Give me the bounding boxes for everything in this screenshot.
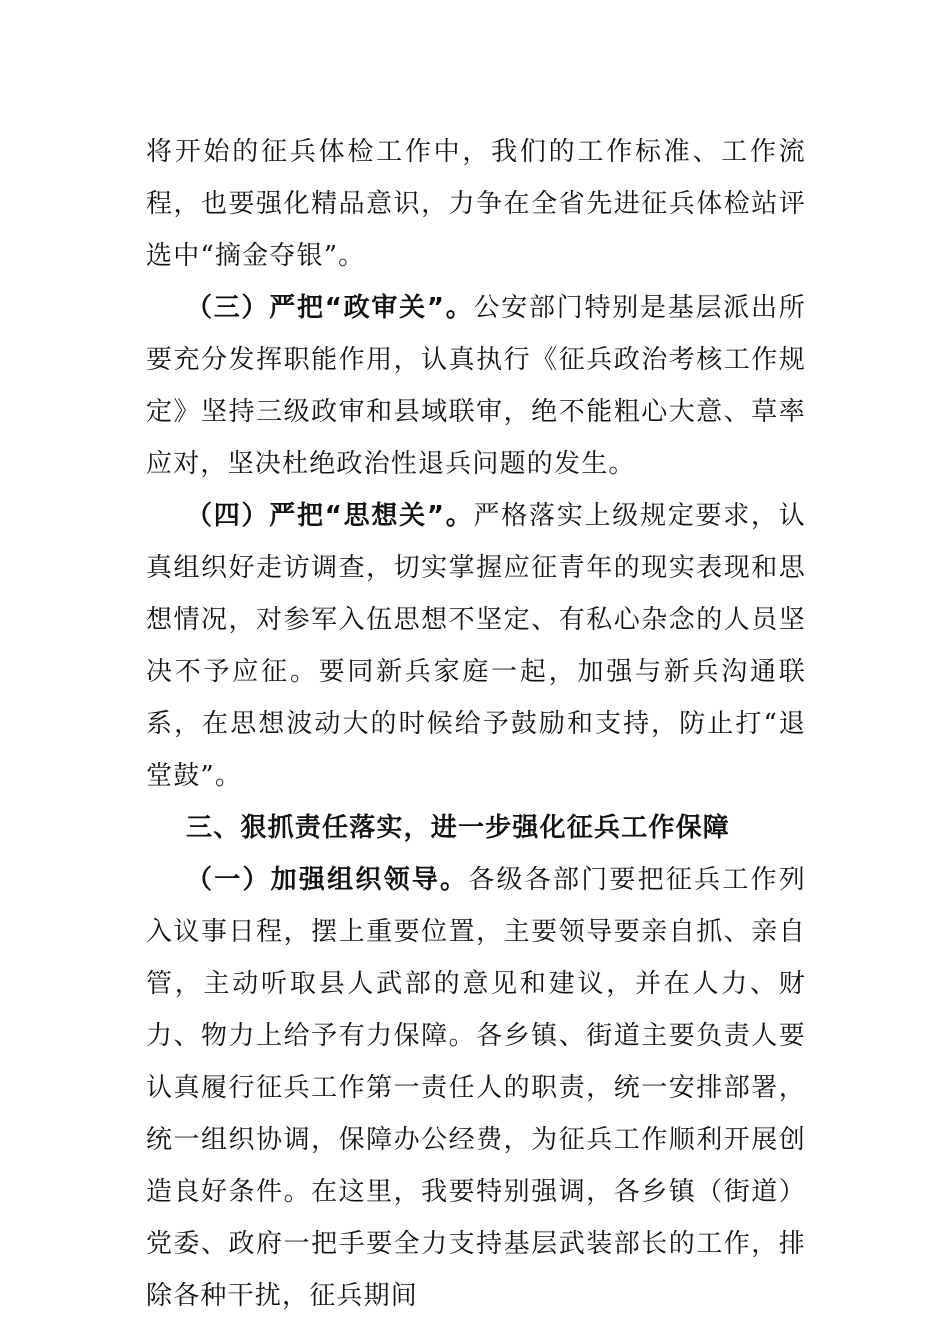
section-heading bbox=[146, 802, 806, 854]
paragraph-lead: （一）加强组织领导。 bbox=[186, 865, 469, 895]
paragraph-continuation bbox=[146, 126, 806, 282]
paragraph-text: 各级各部门要把征兵工作列入议事日程，摆上重要位置，主要领导要亲自抓、亲自管，主动听取县人武部的意见和建议，并在人力、财力、物力上给予有力保障。各乡镇、街道主要负责人要认真履行征兵工作第一责任人的职责，统一安排部署，统一组织协调，保障办公经费，为征兵工作顺利开展创造良好条件。在这里，我要特别强调，各乡镇（街道）党委、政府一把手要全力支持基层武装部长的工作，排除各种干扰，征兵期间 bbox=[146, 865, 806, 1311]
paragraph-text: 将开始的征兵体检工作中，我们的工作标准、工作流程，也要强化精品意识，力争在全省先进征兵体检站评选中“摘金夺银”。 bbox=[146, 137, 806, 271]
paragraph-organization-leadership bbox=[146, 854, 806, 1322]
paragraph-lead: （四）严把“思想关”。 bbox=[186, 501, 474, 531]
paragraph-text: 公安部门特别是基层派出所要充分发挥职能作用，认真执行《征兵政治考核工作规定》坚持三级政审和县域联审，绝不能粗心大意、草率应对，坚决杜绝政治性退兵问题的发生。 bbox=[146, 293, 806, 479]
section-heading-text: 三、狠抓责任落实，进一步强化征兵工作保障 bbox=[186, 813, 731, 843]
paragraph-political-review bbox=[146, 282, 806, 490]
document-page bbox=[146, 126, 806, 1322]
paragraph-ideology-check bbox=[146, 490, 806, 802]
paragraph-text: 严格落实上级规定要求，认真组织好走访调查，切实掌握应征青年的现实表现和思想情况，对参军入伍思想不坚定、有私心杂念的人员坚决不予应征。要同新兵家庭一起，加强与新兵沟通联系，在思想波动大的时候给予鼓励和支持，防止打“退堂鼓”。 bbox=[146, 501, 806, 791]
paragraph-lead: （三）严把“政审关”。 bbox=[186, 293, 474, 323]
